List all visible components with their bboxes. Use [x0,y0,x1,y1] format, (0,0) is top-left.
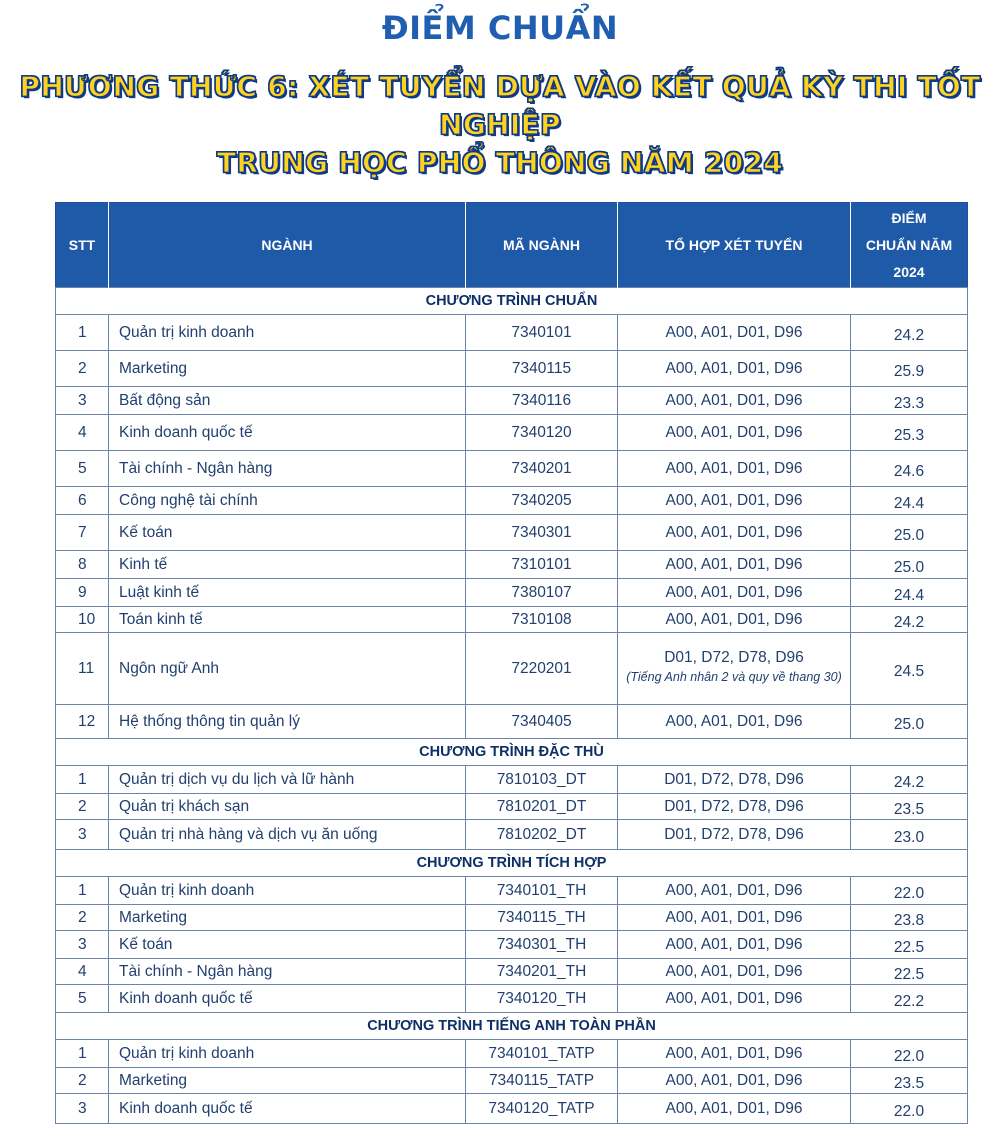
nganh-cell: Công nghệ tài chính [109,487,466,515]
table-row [56,931,968,959]
diem-chuan-cell: 23.8 [851,905,968,931]
nganh-cell: Kinh tế [109,551,466,579]
nganh-cell: Quản trị nhà hàng và dịch vụ ăn uống [109,820,466,850]
nganh-cell: Quản trị kinh doanh [109,315,466,351]
stt-cell: 4 [56,415,109,451]
diem-chuan-cell: 23.5 [851,1068,968,1094]
page-header [0,0,1000,182]
stt-cell: 1 [56,766,109,794]
ma-nganh-cell: 7340101 [466,315,618,351]
nganh-cell: Kinh doanh quốc tế [109,415,466,451]
diem-chuan-cell: 25.9 [851,351,968,387]
stt-cell: 4 [56,959,109,985]
diem-chuan-cell: 23.3 [851,387,968,415]
ma-nganh-cell: 7340115 [466,351,618,387]
stt-cell: 3 [56,387,109,415]
stt-cell: 2 [56,1068,109,1094]
to-hop-cell [618,633,851,705]
score-table-container [55,202,967,1124]
ma-nganh-cell: 7310101 [466,551,618,579]
to-hop-note: (Tiếng Anh nhân 2 và quy về thang 30) [626,670,842,684]
to-hop-cell: A00, A01, D01, D96 [618,607,851,633]
section-title: CHƯƠNG TRÌNH TÍCH HỢP [56,850,968,877]
table-row [56,820,968,850]
table-row [56,877,968,905]
diem-header-line-2: CHUẨN NĂM [865,236,953,253]
ma-nganh-cell: 7340101_TH [466,877,618,905]
to-hop-cell: A00, A01, D01, D96 [618,515,851,551]
stt-cell: 1 [56,877,109,905]
diem-chuan-cell: 23.0 [851,820,968,850]
subtitle-line-2: TRUNG HỌC PHỔ THÔNG NĂM 2024 [216,146,784,179]
table-row [56,351,968,387]
table-row [56,387,968,415]
stt-cell: 2 [56,905,109,931]
to-hop-cell: A00, A01, D01, D96 [618,551,851,579]
nganh-cell: Quản trị kinh doanh [109,877,466,905]
table-row [56,705,968,739]
column-header-diem-chuan [851,203,968,288]
to-hop-cell: A00, A01, D01, D96 [618,487,851,515]
stt-cell: 2 [56,351,109,387]
to-hop-cell: A00, A01, D01, D96 [618,387,851,415]
stt-cell: 1 [56,1040,109,1068]
column-header-ma-nganh: MÃ NGÀNH [466,203,618,288]
table-row [56,551,968,579]
stt-cell: 6 [56,487,109,515]
stt-cell: 3 [56,931,109,959]
table-row [56,959,968,985]
section-title: CHƯƠNG TRÌNH CHUẨN [56,288,968,315]
ma-nganh-cell: 7340201 [466,451,618,487]
diem-chuan-cell: 22.0 [851,1040,968,1068]
stt-cell: 10 [56,607,109,633]
to-hop-cell: A00, A01, D01, D96 [618,931,851,959]
ma-nganh-cell: 7340120 [466,415,618,451]
table-body [56,288,968,1124]
stt-cell: 5 [56,451,109,487]
diem-chuan-cell: 25.0 [851,705,968,739]
table-row [56,794,968,820]
section-title: CHƯƠNG TRÌNH ĐẶC THÙ [56,739,968,766]
table-row [56,415,968,451]
to-hop-cell: A00, A01, D01, D96 [618,351,851,387]
ma-nganh-cell: 7220201 [466,633,618,705]
diem-chuan-cell: 24.4 [851,487,968,515]
table-header [56,203,968,288]
table-row [56,315,968,351]
table-row [56,487,968,515]
column-header-stt: STT [56,203,109,288]
diem-chuan-cell: 24.2 [851,315,968,351]
ma-nganh-cell: 7810103_DT [466,766,618,794]
ma-nganh-cell: 7340201_TH [466,959,618,985]
to-hop-cell: A00, A01, D01, D96 [618,451,851,487]
to-hop-cell: A00, A01, D01, D96 [618,705,851,739]
to-hop-value: D01, D72, D78, D96 [664,649,804,666]
ma-nganh-cell: 7340120_TH [466,985,618,1013]
diem-chuan-cell: 25.0 [851,551,968,579]
ma-nganh-cell: 7310108 [466,607,618,633]
stt-cell: 11 [56,633,109,705]
to-hop-cell: A00, A01, D01, D96 [618,1068,851,1094]
diem-chuan-cell: 22.5 [851,959,968,985]
table-row [56,985,968,1013]
table-row [56,1094,968,1124]
nganh-cell: Quản trị khách sạn [109,794,466,820]
nganh-cell: Marketing [109,1068,466,1094]
stt-cell: 1 [56,315,109,351]
section-row [56,288,968,315]
nganh-cell: Bất động sản [109,387,466,415]
to-hop-cell: A00, A01, D01, D96 [618,315,851,351]
nganh-cell: Toán kinh tế [109,607,466,633]
table-header-row [56,203,968,288]
column-header-to-hop: TỔ HỢP XÉT TUYỂN [618,203,851,288]
nganh-cell: Hệ thống thông tin quản lý [109,705,466,739]
ma-nganh-cell: 7810201_DT [466,794,618,820]
ma-nganh-cell: 7340120_TATP [466,1094,618,1124]
diem-header-line-3: 2024 [893,263,925,280]
to-hop-cell: D01, D72, D78, D96 [618,766,851,794]
ma-nganh-cell: 7340115_TATP [466,1068,618,1094]
section-row [56,1013,968,1040]
diem-chuan-cell: 24.5 [851,633,968,705]
table-row [56,607,968,633]
to-hop-cell: A00, A01, D01, D96 [618,579,851,607]
table-row [56,579,968,607]
ma-nganh-cell: 7340115_TH [466,905,618,931]
diem-chuan-cell: 24.6 [851,451,968,487]
diem-chuan-cell: 22.0 [851,1094,968,1124]
nganh-cell: Marketing [109,351,466,387]
ma-nganh-cell: 7380107 [466,579,618,607]
nganh-cell: Quản trị dịch vụ du lịch và lữ hành [109,766,466,794]
diem-chuan-cell: 22.5 [851,931,968,959]
diem-chuan-cell: 22.2 [851,985,968,1013]
stt-cell: 3 [56,820,109,850]
nganh-cell: Tài chính - Ngân hàng [109,959,466,985]
table-row [56,451,968,487]
column-header-nganh: NGÀNH [109,203,466,288]
to-hop-cell: D01, D72, D78, D96 [618,820,851,850]
to-hop-cell: A00, A01, D01, D96 [618,877,851,905]
ma-nganh-cell: 7340301 [466,515,618,551]
ma-nganh-cell: 7340301_TH [466,931,618,959]
to-hop-cell: A00, A01, D01, D96 [618,905,851,931]
nganh-cell: Kinh doanh quốc tế [109,985,466,1013]
ma-nganh-cell: 7340205 [466,487,618,515]
to-hop-cell: A00, A01, D01, D96 [618,1094,851,1124]
to-hop-cell: A00, A01, D01, D96 [618,959,851,985]
diem-chuan-cell: 24.4 [851,579,968,607]
diem-chuan-cell: 24.2 [851,766,968,794]
stt-cell: 5 [56,985,109,1013]
diem-chuan-cell: 23.5 [851,794,968,820]
nganh-cell: Kinh doanh quốc tế [109,1094,466,1124]
nganh-cell: Marketing [109,905,466,931]
nganh-cell: Kế toán [109,931,466,959]
ma-nganh-cell: 7340116 [466,387,618,415]
table-row [56,766,968,794]
score-table [55,202,968,1124]
table-row [56,1040,968,1068]
section-row [56,739,968,766]
stt-cell: 3 [56,1094,109,1124]
ma-nganh-cell: 7810202_DT [466,820,618,850]
to-hop-cell: A00, A01, D01, D96 [618,415,851,451]
table-row [56,905,968,931]
nganh-cell: Quản trị kinh doanh [109,1040,466,1068]
diem-chuan-cell: 25.0 [851,515,968,551]
nganh-cell: Kế toán [109,515,466,551]
to-hop-cell: A00, A01, D01, D96 [618,1040,851,1068]
subtitle-line-1: PHƯƠNG THỨC 6: XÉT TUYỂN DỰA VÀO KẾT QUẢ KỲ THI TỐT NGHIỆP [19,70,981,141]
nganh-cell: Luật kinh tế [109,579,466,607]
diem-chuan-cell: 25.3 [851,415,968,451]
nganh-cell: Tài chính - Ngân hàng [109,451,466,487]
table-row [56,515,968,551]
table-row [56,1068,968,1094]
to-hop-cell: A00, A01, D01, D96 [618,985,851,1013]
diem-chuan-cell: 24.2 [851,607,968,633]
nganh-cell: Ngôn ngữ Anh [109,633,466,705]
diem-chuan-cell: 22.0 [851,877,968,905]
ma-nganh-cell: 7340101_TATP [466,1040,618,1068]
section-row [56,850,968,877]
page-subtitle [0,48,1000,182]
stt-cell: 2 [56,794,109,820]
page-title: ĐIỂM CHUẨN [381,9,619,47]
table-row [56,633,968,705]
ma-nganh-cell: 7340405 [466,705,618,739]
stt-cell: 12 [56,705,109,739]
diem-header-line-1: ĐIỂM [891,209,927,226]
section-title: CHƯƠNG TRÌNH TIẾNG ANH TOÀN PHẦN [56,1013,968,1040]
to-hop-cell: D01, D72, D78, D96 [618,794,851,820]
stt-cell: 9 [56,579,109,607]
stt-cell: 8 [56,551,109,579]
stt-cell: 7 [56,515,109,551]
